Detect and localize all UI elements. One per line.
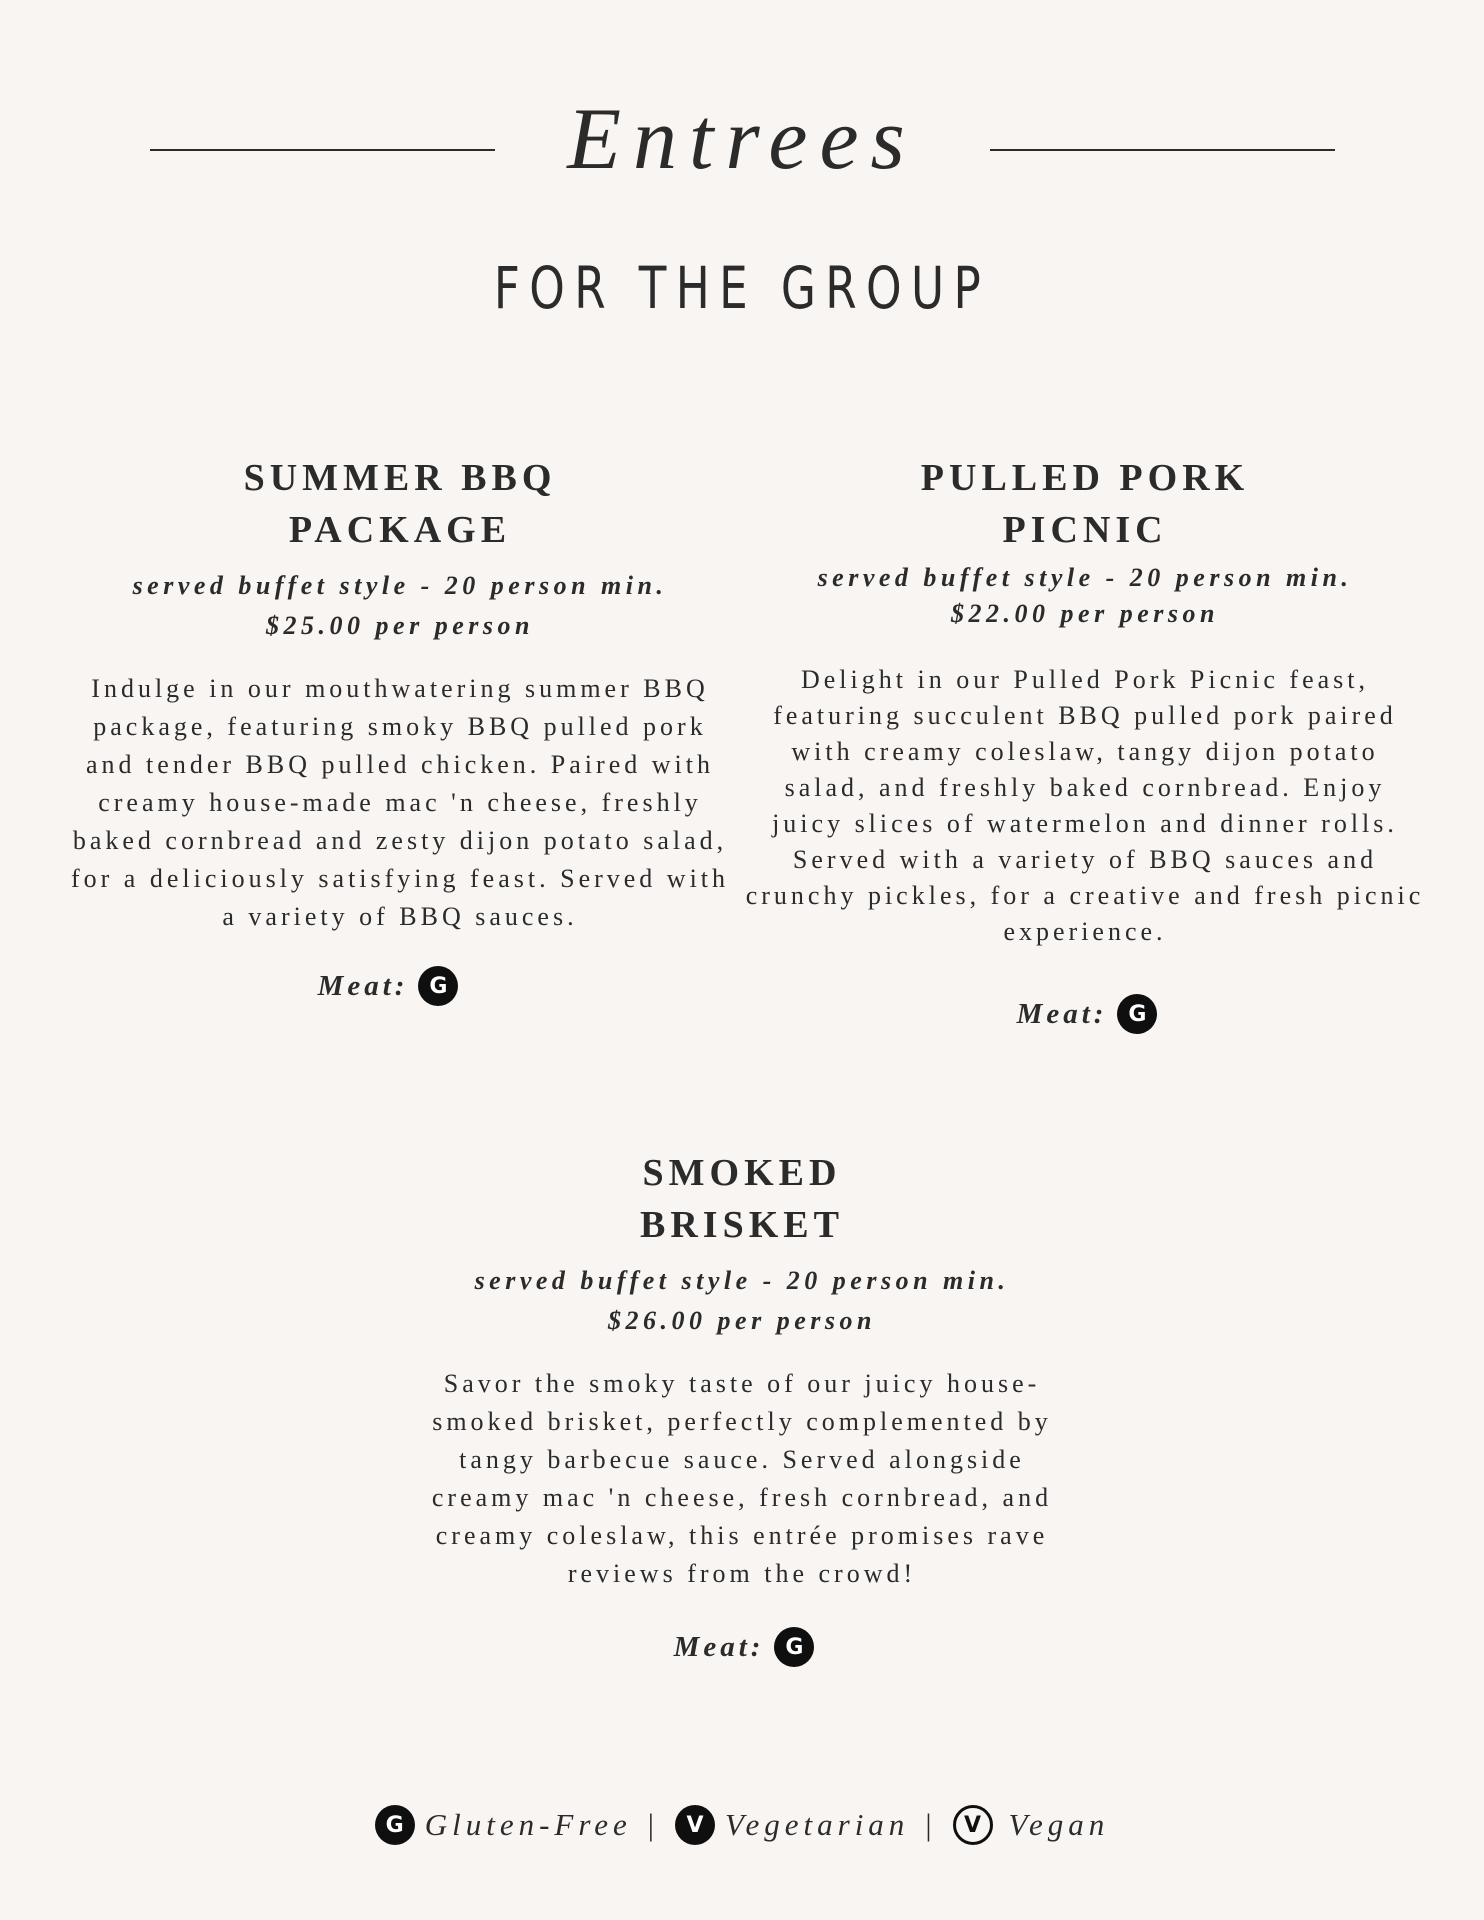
diet-label: Meat: bbox=[317, 969, 409, 1002]
item-title bbox=[400, 1147, 1084, 1251]
diet-line bbox=[400, 1627, 1084, 1667]
vegetarian-icon: V bbox=[675, 1805, 715, 1845]
item-price: $25.00 per person bbox=[266, 611, 534, 640]
item-description: Savor the smoky taste of our juicy house-smoked brisket, perfectly complemented by tangy barbecue sauce. Served alongside creamy mac 'n cheese, fresh cornbread, and creamy coleslaw, this entrée promises rave reviews from the crowd! bbox=[431, 1369, 1053, 1588]
item-service: served buffet style - 20 person min. bbox=[817, 563, 1353, 592]
item-price: $22.00 per person bbox=[951, 599, 1219, 628]
item-title-line: SMOKED bbox=[642, 1152, 842, 1194]
diet-legend bbox=[0, 1805, 1484, 1845]
gluten-free-badge-icon: G bbox=[1117, 994, 1157, 1034]
menu-item-pulled-pork bbox=[740, 452, 1430, 1034]
gluten-free-badge-icon: G bbox=[418, 966, 458, 1006]
vegan-icon: V bbox=[953, 1805, 993, 1845]
legend-vegetarian: Vegetarian bbox=[725, 1807, 910, 1842]
menu-item-smoked-brisket bbox=[400, 1147, 1084, 1667]
gluten-free-badge-icon: G bbox=[774, 1627, 814, 1667]
item-description: Delight in our Pulled Pork Picnic feast, featuring succulent BBQ pulled pork paired with creamy coleslaw, tangy dijon potato salad, and freshly baked cornbread. Enjoy juicy slices of watermelon and dinner rolls. Served with a variety of BBQ sauces and crunchy pickles, for a creative and fresh picnic experience. bbox=[745, 665, 1425, 946]
diet-line bbox=[60, 966, 740, 1006]
legend-vegan: Vegan bbox=[1008, 1807, 1110, 1842]
gluten-free-icon: G bbox=[375, 1805, 415, 1845]
item-title-line: BRISKET bbox=[640, 1204, 844, 1246]
item-description: Indulge in our mouthwatering summer BBQ package, featuring smoky BBQ pulled pork and tender BBQ pulled chicken. Paired with creamy house-made mac 'n cheese, freshly baked cornbread and zesty dijon potato salad, for a deliciously satisfying feast. Served with a variety of BBQ sauces. bbox=[70, 674, 730, 931]
page-title: Entrees bbox=[567, 91, 917, 188]
menu-item-summer-bbq bbox=[60, 452, 740, 1006]
item-price: $26.00 per person bbox=[608, 1306, 876, 1335]
legend-separator: | bbox=[647, 1807, 659, 1842]
diet-label: Meat: bbox=[1016, 997, 1108, 1030]
item-title bbox=[60, 452, 740, 556]
diet-line bbox=[740, 994, 1430, 1034]
diet-label: Meat: bbox=[673, 1630, 765, 1663]
item-service: served buffet style - 20 person min. bbox=[474, 1266, 1010, 1295]
item-title-line: PACKAGE bbox=[288, 509, 512, 551]
page-subtitle: FOR THE GROUP bbox=[493, 254, 991, 322]
item-title-line: PULLED PORK bbox=[920, 457, 1250, 499]
legend-separator: | bbox=[925, 1807, 937, 1842]
item-title-line: SUMMER BBQ bbox=[243, 457, 557, 499]
legend-gluten-free: Gluten-Free bbox=[424, 1807, 632, 1842]
item-service: served buffet style - 20 person min. bbox=[132, 571, 668, 600]
item-title bbox=[740, 452, 1430, 556]
item-title-line: PICNIC bbox=[1002, 509, 1168, 551]
